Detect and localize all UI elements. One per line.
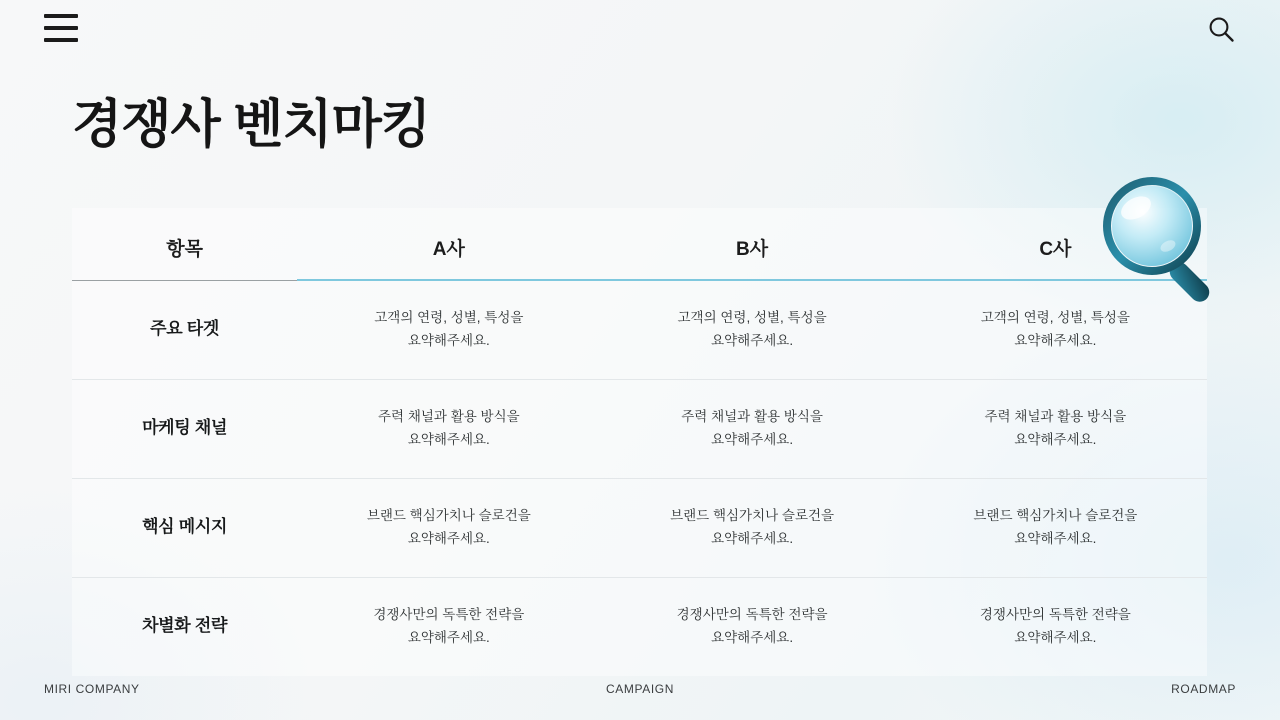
- benchmarking-table-container: [72, 208, 1207, 676]
- table-header-row: [72, 208, 1207, 280]
- page-title: 경쟁사 벤치마킹: [72, 96, 431, 154]
- cell-differentiation-c[interactable]: 경쟁사만의 독특한 전략을 요약해주세요.: [979, 606, 1131, 645]
- table-row: [72, 280, 1207, 379]
- cell-differentiation-b[interactable]: 경쟁사만의 독특한 전략을 요약해주세요.: [676, 606, 828, 645]
- cell-target-c[interactable]: 고객의 연령, 성별, 특성을 요약해주세요.: [904, 280, 1207, 379]
- cell-channel-c[interactable]: 주력 채널과 활용 방식을 요약해주세요.: [904, 379, 1207, 478]
- table-row: [72, 379, 1207, 478]
- footer-company: MIRI COMPANY: [44, 682, 140, 696]
- cell-target-b[interactable]: 고객의 연령, 성별, 특성을 요약해주세요.: [600, 280, 903, 379]
- row-label-message: 핵심 메시지: [72, 478, 297, 577]
- cell-differentiation-a[interactable]: 경쟁사만의 독특한 전략을 요약해주세요.: [373, 606, 525, 645]
- table-header: [72, 208, 1207, 280]
- hamburger-menu-icon[interactable]: [44, 14, 78, 42]
- slide-footer: [0, 682, 1280, 702]
- cell-channel-a[interactable]: 주력 채널과 활용 방식을 요약해주세요.: [297, 379, 600, 478]
- row-label-target: 주요 타겟: [72, 280, 297, 379]
- benchmarking-table: [72, 208, 1207, 676]
- table-header-company-c: C사: [904, 208, 1207, 280]
- row-label-differentiation: 차별화 전략: [142, 616, 228, 636]
- search-icon[interactable]: [1206, 14, 1236, 44]
- cell-target-a[interactable]: 고객의 연령, 성별, 특성을 요약해주세요.: [297, 280, 600, 379]
- table-row: [72, 577, 1207, 675]
- table-header-company-b: B사: [600, 208, 903, 280]
- menu-bar-1: [44, 14, 78, 18]
- table-header-company-a: A사: [297, 208, 600, 280]
- row-label-channel: 마케팅 채널: [72, 379, 297, 478]
- cell-channel-b[interactable]: 주력 채널과 활용 방식을 요약해주세요.: [600, 379, 903, 478]
- footer-topic: ROADMAP: [1171, 682, 1236, 696]
- cell-message-a[interactable]: 브랜드 핵심가치나 슬로건을 요약해주세요.: [297, 478, 600, 577]
- cell-message-c[interactable]: 브랜드 핵심가치나 슬로건을 요약해주세요.: [904, 478, 1207, 577]
- menu-bar-2: [44, 26, 78, 30]
- table-header-item: 항목: [72, 208, 297, 280]
- cell-message-b[interactable]: 브랜드 핵심가치나 슬로건을 요약해주세요.: [600, 478, 903, 577]
- menu-bar-3: [44, 38, 78, 42]
- footer-section: CAMPAIGN: [606, 682, 674, 696]
- table-row: [72, 478, 1207, 577]
- table-body: [72, 280, 1207, 676]
